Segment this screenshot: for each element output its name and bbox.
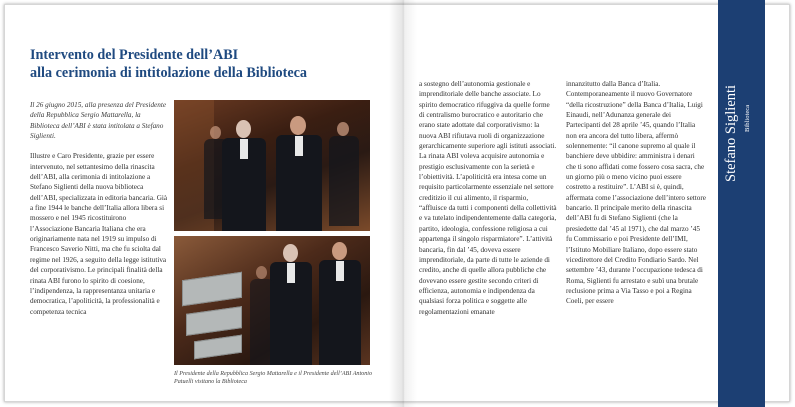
title-line-2: alla cerimonia di intitolazione della Biblioteca (30, 65, 308, 81)
sidebar-name (723, 154, 751, 182)
article-title (30, 46, 370, 82)
title-line-1: Intervento del Presidente dell’ABI (30, 47, 239, 63)
photo-visit-library (174, 236, 370, 365)
photo-visit-corridor (174, 100, 370, 231)
sidebar-band (718, 0, 765, 407)
sidebar-subtitle: Biblioteca (744, 104, 751, 132)
text-column-1 (30, 100, 168, 317)
intro-text: Il 26 giugno 2015, alla presenza del Presidente della Repubblica Sergio Mattarella, la Biblioteca dell’ABI è stata intitolata a Stefano Siglienti. (30, 101, 167, 141)
photo-caption: Il Presidente della Repubblica Sergio Mattarella e il Presidente dell’ABI Antonio Patuelli visitano la Biblioteca (174, 371, 372, 385)
column-3-text: innanzitutto dalla Banca d’Italia. Contemporaneamente il nuovo Governatore “della ricostruzione” della Banca d’Italia, Luigi Einaudi, nell’Adunanza generale dei Partecipanti del 28 aprile ’45, quando l’Italia non era ancora del tutto libera, affermò solennemente: “il canone supremo al quale il banchiere deve ubbidire: amministra i denari che ti sono affidati come fossero cosa sacra, che un giorno più o meno vicino puoi essere costretto a restituire”. L’ABI si è, quindi, affermata come l’associazione dell’intero settore bancario. Il principale merito della rinascita dell’ABI fu di Stefano Siglienti (che la presiedette dal ’45 al 1971), che dal marzo ’45 fu Commissario e poi Presidente dell’IMI, l’Istituto Mobiliare Italiano, dopo essere stato vicedirettore del Credito Fondiario Sardo. Nel settembre ’43, durante l’occupazione tedesca di Roma, Siglienti fu arrestato e subì una brutale reclusione prima a Via Tasso e poi a Regina Coeli, per essere (566, 80, 706, 306)
text-column-3 (566, 79, 706, 307)
page-gutter (389, 0, 417, 407)
column-1-text: Illustre e Caro Presidente, grazie per essere intervenuto, nel settantesimo della rinascita dell’ABI, alla cerimonia di intitolazione a Stefano Siglienti della nuova biblioteca dell’ABI, specializzata in editoria bancaria. Già a fine 1944 le banche dell’Italia allora libera si mossero e nel 1945 ricostituirono l’Associazione Bancaria Italiana che era originariamente nata nel 1919 su impulso di Francesco Saverio Nitti, ma che fu sciolta dal regime nel 1926, a seguito della legge istitutiva del corporativismo. Le principali finalità della rinata ABI furono lo spirito di coesione, l’indipendenza, la rappresentanza unitaria e democratica, l’apoliticità, la professionalità e competenza tecnica (30, 152, 168, 316)
text-column-2 (419, 79, 557, 317)
column-2-text: a sostegno dell’autonomia gestionale e imprenditoriale delle banche associate. Lo spirito democratico rifuggiva da quelle forme di centralismo burocratico e autoritario che erano state adottate dal corporativismo: la nuova ABI rifiutava ruoli di organizzazione gerarchicamente superiore agli istituti associati. La rinata ABI voleva acquisire autonomia e prestigio esclusivamente con la serietà e l’obiettività. L’apoliticità era intesa come un requisito particolarmente essenziale nel settore creditizio il cui alimento, il risparmio, “affluisce da tutti i componenti della collettività e va tutelato indipendentemente dalla categoria, partito, ideologia, confessione religiosa a cui appartenga il singolo risparmiatore”. L’attività bancaria, fin dal ’45, doveva essere imprenditoriale, da parte di tutte le aziende di credito, anche di quelle allora pubbliche che dovevano essere gestite secondo criteri di efficienza, autonomia e indipendenza da qualsiasi forza politica e soggette alle regolamentazioni emanate (419, 80, 557, 316)
